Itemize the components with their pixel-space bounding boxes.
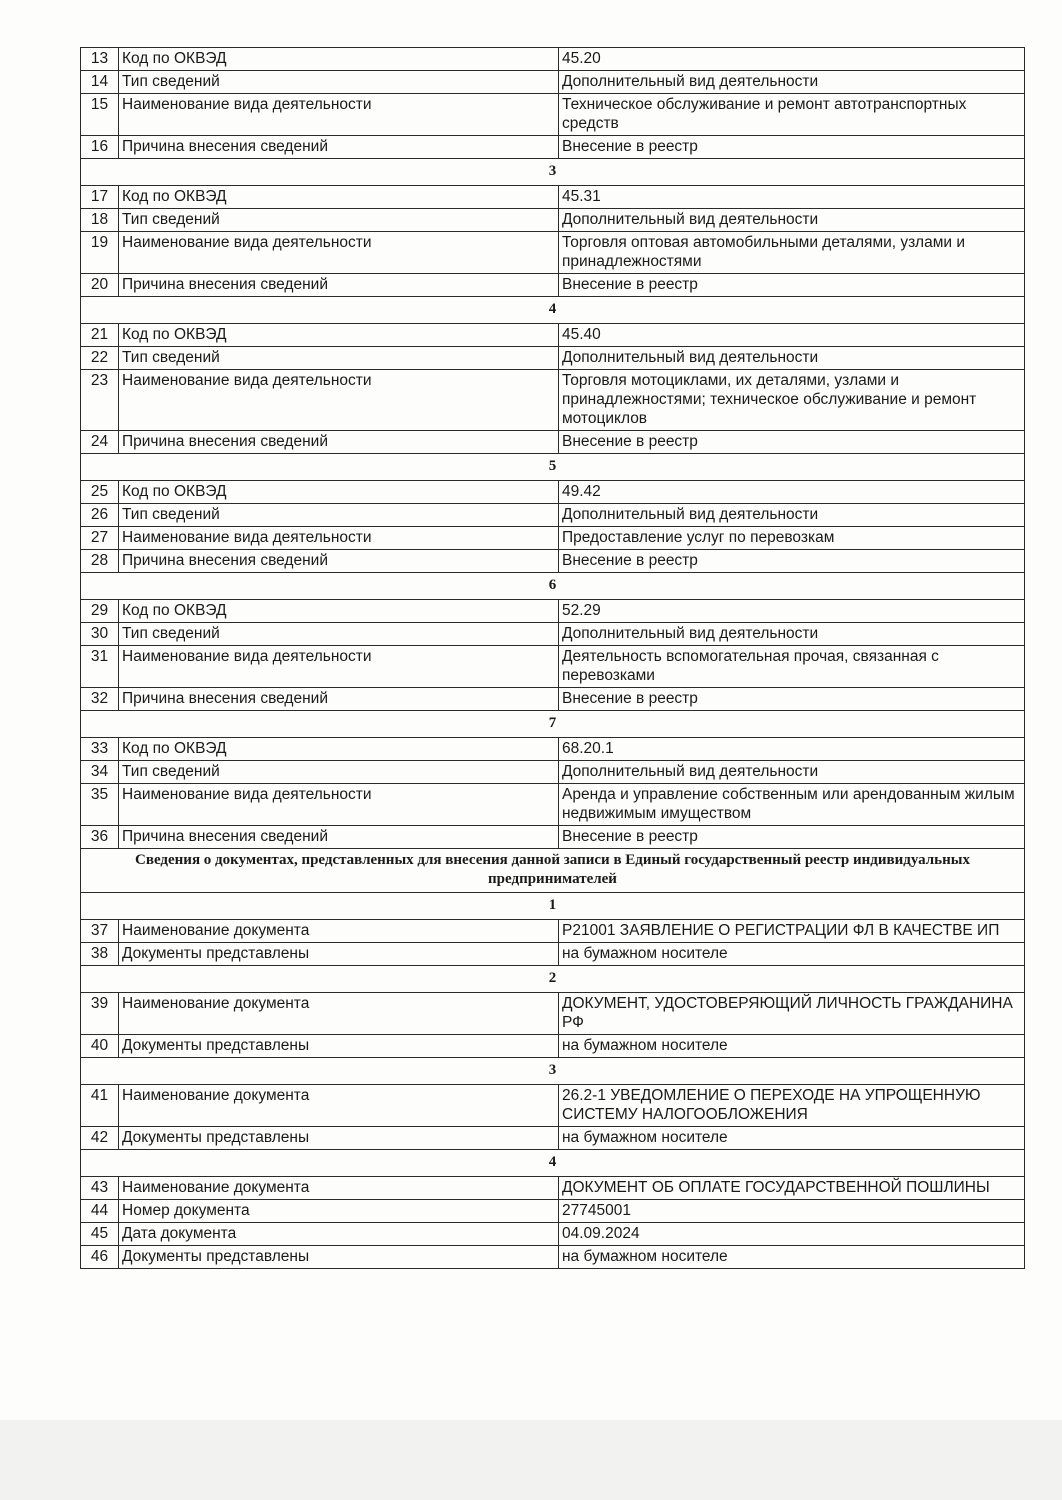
row-label: Наименование вида деятельности	[119, 370, 559, 431]
section-number: 5	[81, 454, 1025, 481]
section-number-row	[81, 711, 1025, 738]
scan-bottom-margin	[0, 1420, 1062, 1500]
row-value: Дополнительный вид деятельности	[559, 209, 1025, 232]
row-value: Внесение в реестр	[559, 136, 1025, 159]
table-row	[81, 761, 1025, 784]
row-number: 26	[81, 504, 119, 527]
row-value: Дополнительный вид деятельности	[559, 71, 1025, 94]
row-label: Наименование вида деятельности	[119, 527, 559, 550]
section-number: 4	[81, 1150, 1025, 1177]
row-number: 25	[81, 481, 119, 504]
table-row	[81, 209, 1025, 232]
row-label: Наименование вида деятельности	[119, 646, 559, 688]
section-number-row	[81, 893, 1025, 920]
row-label: Причина внесения сведений	[119, 274, 559, 297]
row-value: Внесение в реестр	[559, 431, 1025, 454]
row-value: Деятельность вспомогательная прочая, связанная с перевозками	[559, 646, 1025, 688]
row-label: Тип сведений	[119, 504, 559, 527]
section-number-row	[81, 1150, 1025, 1177]
row-number: 42	[81, 1127, 119, 1150]
section-number-row	[81, 297, 1025, 324]
table-row	[81, 1085, 1025, 1127]
table-row	[81, 370, 1025, 431]
section-number: 6	[81, 573, 1025, 600]
row-value: на бумажном носителе	[559, 1246, 1025, 1269]
row-label: Наименование документа	[119, 1085, 559, 1127]
table-row	[81, 688, 1025, 711]
row-value: Предоставление услуг по перевозкам	[559, 527, 1025, 550]
row-number: 19	[81, 232, 119, 274]
table-row	[81, 993, 1025, 1035]
row-label: Тип сведений	[119, 761, 559, 784]
table-row	[81, 48, 1025, 71]
row-number: 20	[81, 274, 119, 297]
row-label: Тип сведений	[119, 71, 559, 94]
row-value: Торговля оптовая автомобильными деталями, узлами и принадлежностями	[559, 232, 1025, 274]
row-value: 45.31	[559, 186, 1025, 209]
row-label: Причина внесения сведений	[119, 136, 559, 159]
row-number: 14	[81, 71, 119, 94]
row-number: 41	[81, 1085, 119, 1127]
row-label: Документы представлены	[119, 1246, 559, 1269]
row-value: Внесение в реестр	[559, 550, 1025, 573]
row-value: Дополнительный вид деятельности	[559, 761, 1025, 784]
row-value: 45.40	[559, 324, 1025, 347]
section-number: 1	[81, 893, 1025, 920]
table-row	[81, 481, 1025, 504]
row-label: Наименование вида деятельности	[119, 784, 559, 826]
table-row	[81, 94, 1025, 136]
row-value: на бумажном носителе	[559, 1035, 1025, 1058]
egrip-record-table	[80, 47, 1025, 1269]
table-row	[81, 324, 1025, 347]
row-label: Наименование документа	[119, 920, 559, 943]
table-row	[81, 600, 1025, 623]
row-value: 52.29	[559, 600, 1025, 623]
row-label: Наименование вида деятельности	[119, 94, 559, 136]
section-number: 7	[81, 711, 1025, 738]
table-row	[81, 136, 1025, 159]
row-label: Код по ОКВЭД	[119, 600, 559, 623]
row-number: 43	[81, 1177, 119, 1200]
table-row	[81, 1223, 1025, 1246]
table-row	[81, 71, 1025, 94]
section-number-row	[81, 159, 1025, 186]
row-number: 36	[81, 826, 119, 849]
table-row	[81, 826, 1025, 849]
table-row	[81, 943, 1025, 966]
row-label: Тип сведений	[119, 623, 559, 646]
row-label: Дата документа	[119, 1223, 559, 1246]
row-value: ДОКУМЕНТ ОБ ОПЛАТЕ ГОСУДАРСТВЕННОЙ ПОШЛИНЫ	[559, 1177, 1025, 1200]
row-label: Код по ОКВЭД	[119, 738, 559, 761]
section-number: 4	[81, 297, 1025, 324]
row-number: 32	[81, 688, 119, 711]
table-row	[81, 1177, 1025, 1200]
row-label: Код по ОКВЭД	[119, 186, 559, 209]
row-number: 46	[81, 1246, 119, 1269]
row-value: Торговля мотоциклами, их деталями, узлами и принадлежностями; техническое обслуживание и ремонт мотоциклов	[559, 370, 1025, 431]
row-number: 38	[81, 943, 119, 966]
row-value: 68.20.1	[559, 738, 1025, 761]
table-row	[81, 1127, 1025, 1150]
table-row	[81, 347, 1025, 370]
row-value: на бумажном носителе	[559, 943, 1025, 966]
row-number: 37	[81, 920, 119, 943]
table-row	[81, 1200, 1025, 1223]
row-number: 23	[81, 370, 119, 431]
row-value: Р21001 ЗАЯВЛЕНИЕ О РЕГИСТРАЦИИ ФЛ В КАЧЕСТВЕ ИП	[559, 920, 1025, 943]
row-number: 18	[81, 209, 119, 232]
table-row	[81, 504, 1025, 527]
row-number: 28	[81, 550, 119, 573]
row-number: 33	[81, 738, 119, 761]
row-value: Внесение в реестр	[559, 274, 1025, 297]
row-label: Наименование документа	[119, 1177, 559, 1200]
row-label: Код по ОКВЭД	[119, 481, 559, 504]
row-label: Код по ОКВЭД	[119, 324, 559, 347]
row-label: Код по ОКВЭД	[119, 48, 559, 71]
row-number: 16	[81, 136, 119, 159]
row-label: Причина внесения сведений	[119, 550, 559, 573]
row-number: 31	[81, 646, 119, 688]
row-value: 45.20	[559, 48, 1025, 71]
row-label: Наименование вида деятельности	[119, 232, 559, 274]
table-row	[81, 1035, 1025, 1058]
row-label: Документы представлены	[119, 1127, 559, 1150]
row-value: на бумажном носителе	[559, 1127, 1025, 1150]
row-value: 27745001	[559, 1200, 1025, 1223]
row-number: 35	[81, 784, 119, 826]
row-label: Причина внесения сведений	[119, 688, 559, 711]
row-value: Техническое обслуживание и ремонт автотранспортных средств	[559, 94, 1025, 136]
row-number: 40	[81, 1035, 119, 1058]
row-number: 24	[81, 431, 119, 454]
section-number-row	[81, 573, 1025, 600]
row-number: 15	[81, 94, 119, 136]
table-row	[81, 920, 1025, 943]
row-value: 26.2-1 УВЕДОМЛЕНИЕ О ПЕРЕХОДЕ НА УПРОЩЕННУЮ СИСТЕМУ НАЛОГООБЛОЖЕНИЯ	[559, 1085, 1025, 1127]
row-value: 04.09.2024	[559, 1223, 1025, 1246]
section-number: 3	[81, 159, 1025, 186]
row-number: 21	[81, 324, 119, 347]
row-number: 22	[81, 347, 119, 370]
section-number: 2	[81, 966, 1025, 993]
table-row	[81, 274, 1025, 297]
row-value: Дополнительный вид деятельности	[559, 623, 1025, 646]
row-number: 27	[81, 527, 119, 550]
row-label: Тип сведений	[119, 209, 559, 232]
section-number-row	[81, 966, 1025, 993]
row-label: Документы представлены	[119, 1035, 559, 1058]
row-value: Дополнительный вид деятельности	[559, 347, 1025, 370]
row-value: 49.42	[559, 481, 1025, 504]
table-row	[81, 1246, 1025, 1269]
table-row	[81, 738, 1025, 761]
row-label: Номер документа	[119, 1200, 559, 1223]
table-row	[81, 431, 1025, 454]
table-row	[81, 784, 1025, 826]
row-value: Внесение в реестр	[559, 688, 1025, 711]
section-number-row	[81, 1058, 1025, 1085]
table-row	[81, 186, 1025, 209]
table-row	[81, 550, 1025, 573]
row-number: 45	[81, 1223, 119, 1246]
row-number: 44	[81, 1200, 119, 1223]
row-number: 30	[81, 623, 119, 646]
record-table-body	[81, 48, 1025, 1269]
table-row	[81, 623, 1025, 646]
row-label: Причина внесения сведений	[119, 431, 559, 454]
documents-header: Сведения о документах, представленных для внесения данной записи в Единый государственный реестр индивидуальных предпринимателей	[81, 849, 1025, 893]
table-row	[81, 527, 1025, 550]
row-number: 17	[81, 186, 119, 209]
row-label: Документы представлены	[119, 943, 559, 966]
row-value: ДОКУМЕНТ, УДОСТОВЕРЯЮЩИЙ ЛИЧНОСТЬ ГРАЖДАНИНА РФ	[559, 993, 1025, 1035]
row-label: Тип сведений	[119, 347, 559, 370]
row-number: 39	[81, 993, 119, 1035]
row-label: Наименование документа	[119, 993, 559, 1035]
table-row	[81, 646, 1025, 688]
row-number: 34	[81, 761, 119, 784]
section-number: 3	[81, 1058, 1025, 1085]
documents-header-row	[81, 849, 1025, 893]
row-number: 13	[81, 48, 119, 71]
section-number-row	[81, 454, 1025, 481]
row-number: 29	[81, 600, 119, 623]
row-value: Аренда и управление собственным или арендованным жилым недвижимым имуществом	[559, 784, 1025, 826]
table-row	[81, 232, 1025, 274]
row-value: Дополнительный вид деятельности	[559, 504, 1025, 527]
row-value: Внесение в реестр	[559, 826, 1025, 849]
row-label: Причина внесения сведений	[119, 826, 559, 849]
